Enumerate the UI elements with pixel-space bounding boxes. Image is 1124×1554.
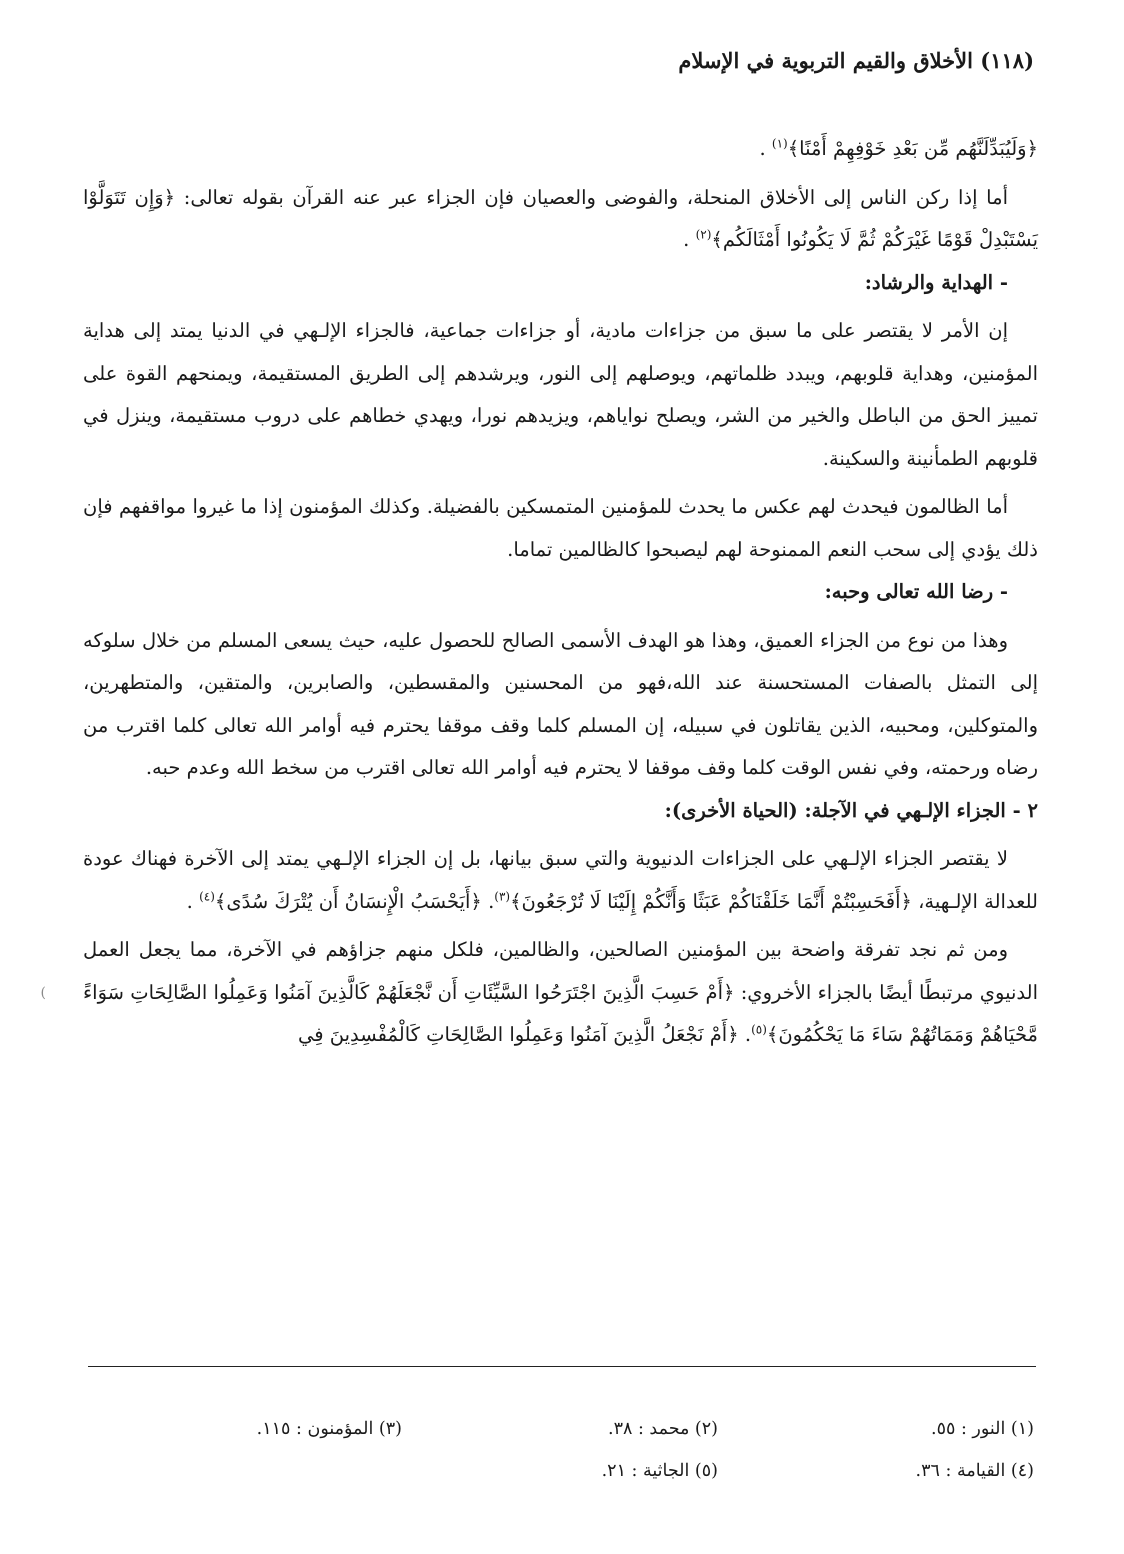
quran-verse: ﴿أَمْ نَجْعَلُ الَّذِينَ آمَنُوا وَعَمِلُوا الصَّالِحَاتِ كَالْمُفْسِدِينَ فِي <box>297 1023 739 1046</box>
quran-verse: ﴿أَفَحَسِبْتُمْ أَنَّمَا خَلَقْنَاكُمْ عَبَثًا وَأَنَّكُمْ إِلَيْنَا لَا تُرْجَعُونَ﴾ <box>510 889 912 913</box>
footnote-ref: (١) <box>771 136 788 151</box>
footnote-item: (٥) الجاثية : ٢١. <box>601 1461 718 1481</box>
paragraph-7 <box>83 929 1038 1057</box>
paragraph-4: أما الظالمون فيحدث لهم عكس ما يحدث للمؤمنين المتمسكين بالفضيلة. وكذلك المؤمنون إذا ما غيروا مواقفهم فإن ذلك يؤدي إلى سحب النعم الممنوحة لهم ليصبحوا كالظالمين تماما. <box>83 495 1038 561</box>
quran-verse: ﴿وَلَيُبَدِّلَنَّهُم مِّن بَعْدِ خَوْفِهِمْ أَمْنًا﴾ <box>787 137 1038 160</box>
running-header: (١١٨) الأخلاق والقيم التربوية في الإسلام <box>678 48 1034 73</box>
paragraph-6 <box>83 838 1038 923</box>
paragraph-text: ومن ثم نجد تفرقة واضحة بين المؤمنين الصالحين، والظالمين، فلكل منهم جزاؤهم في الآخرة، مما يجعل العمل الدنيوي مرتبطًا أيضًا بالجزاء الأخروي: <box>83 938 1038 1004</box>
footnote-divider <box>88 1366 1036 1367</box>
footnote-ref: (٣) <box>494 889 511 903</box>
scan-margin-mark: ) <box>40 985 46 1001</box>
paragraph-text: لا يقتصر الجزاء الإلـهي على الجزاءات الدنيوية والتي سبق بيانها، بل إن الجزاء الإلـهي يمتد إلى الآخرة فهناك عودة للعدالة الإلـهية، <box>83 847 1038 913</box>
section-heading-satisfaction: - رضا الله تعالى وحبه: <box>824 580 1008 603</box>
paragraph-text: أما إذا ركن الناس إلى الأخلاق المنحلة، والفوضى والعصيان فإن الجزاء عبر عنه القرآن بقوله تعالى: <box>183 185 1008 209</box>
section-heading-hereafter: ٢ - الجزاء الإلـهي في الآجلة: (الحياة الأخرى): <box>664 798 1038 822</box>
footnote-ref: (٥) <box>751 1022 767 1037</box>
footnote-item: (٣) المؤمنون : ١١٥. <box>256 1419 402 1439</box>
page-body <box>83 128 1038 1057</box>
paragraph-1 <box>83 128 1038 171</box>
paragraph-2 <box>83 177 1038 262</box>
paragraph-5: وهذا من نوع من الجزاء العميق، وهذا هو الهدف الأسمى الصالح للحصول عليه، حيث يسعى المسلم من خلال سلوكه إلى التمثل بالصفات المستحسنة عند الله،فهو من المحسنين والمقسطين، والصابرين، والمتقين، والمتطهرين، والمتوكلين، ومحبيه، الذين يقاتلون في سبيله، إن المسلم كلما وقف موقفا يحترم فيه أوامر الله تعالى كلما اقترب من رضاه ورحمته، وفي نفس الوقت كلما وقف موقفا لا يحترم فيه أوامر الله تعالى اقترب من سخط الله وعدم حبه. <box>83 628 1038 779</box>
punctuation: . <box>186 889 193 913</box>
footnote-row <box>84 1450 1034 1492</box>
punctuation: . <box>683 228 690 251</box>
punctuation: . <box>744 1023 752 1046</box>
footnotes <box>84 1408 1034 1492</box>
punctuation: . <box>759 137 766 160</box>
paragraph-3: إن الأمر لا يقتصر على ما سبق من جزاءات مادية، أو جزاءات جماعية، فالجزاء الإلـهي في الدنيا يمتد إلى هداية المؤمنين، وهداية قلوبهم، ويبدد ظلماتهم، ويوصلهم إلى النور، ويرشدهم إلى الطريق المستقيمة، ويمنحهم القوة على تمييز الحق من الباطل والخير من الشر، ويصلح نواياهم، ويزيدهم نورا، ويهدي خطاهم على دروب مستقيمة، وينزل في قلوبهم الطمأنينة والسكينة. <box>83 319 1038 470</box>
punctuation: . <box>488 889 495 913</box>
footnote-ref: (٢) <box>695 227 712 242</box>
footnote-ref: (٤) <box>199 889 215 903</box>
quran-verse: ﴿وَإِن تَتَوَلَّوْا يَسْتَبْدِلْ قَوْمًا غَيْرَكُمْ ثُمَّ لَا يَكُونُوا أَمْثَالَكُم﴾ <box>83 185 1038 251</box>
footnote-item: (٢) محمد : ٣٨. <box>607 1419 718 1439</box>
footnote-item: (٤) القيامة : ٣٦. <box>915 1461 1034 1481</box>
section-heading-guidance: - الهداية والرشاد: <box>864 270 1008 294</box>
quran-verse: ﴿أَيَحْسَبُ الْإِنسَانُ أَن يُتْرَكَ سُدًى﴾ <box>214 889 482 913</box>
footnote-item: (١) النور : ٥٥. <box>930 1419 1034 1439</box>
footnote-row <box>84 1408 1034 1450</box>
quran-verse: ﴿أَمْ حَسِبَ الَّذِينَ اجْتَرَحُوا السَّيِّئَاتِ أَن نَّجْعَلَهُمْ كَالَّذِينَ آمَنُوا وَعَمِلُوا الصَّالِحَاتِ سَوَاءً مَّحْيَاهُمْ وَمَمَاتُهُمْ سَاءَ مَا يَحْكُمُونَ﴾ <box>83 980 1038 1046</box>
